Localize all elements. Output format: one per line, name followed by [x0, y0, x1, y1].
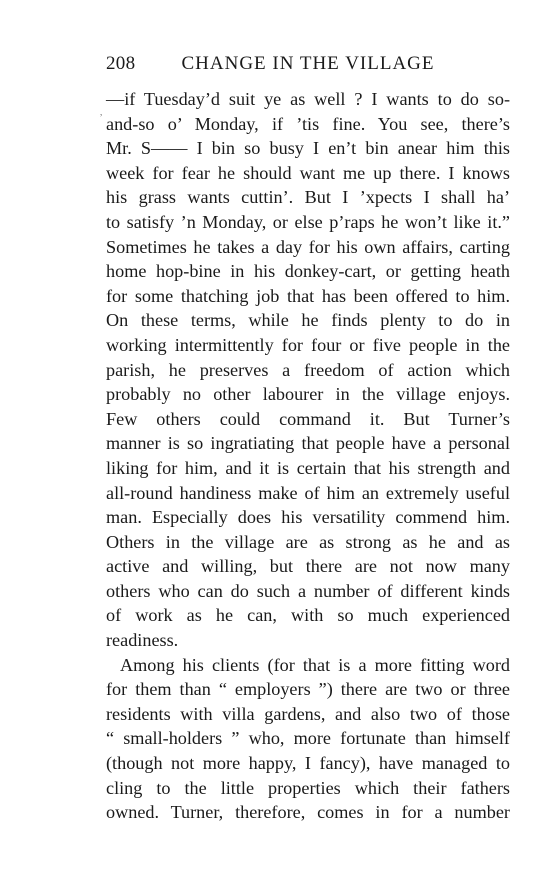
- text-line: others who can do such a number of different kinds: [106, 580, 510, 601]
- text-line: probably no other labourer in the village enjoys.: [106, 384, 510, 405]
- text-line: parish, he preserves a freedom of action which: [106, 359, 510, 380]
- text-line: manner is so ingratiating that people have a personal: [106, 433, 510, 454]
- text-line: liking for him, and it is certain that his strength and: [106, 457, 510, 478]
- text-line: readiness.: [106, 630, 179, 651]
- text-line: (though not more happy, I fancy), have managed to: [106, 753, 510, 774]
- text-line: week for fear he should want me up there. I knows: [106, 162, 510, 183]
- page-number: 208: [106, 53, 136, 74]
- page-header: [106, 53, 510, 79]
- running-title: CHANGE IN THE VILLAGE: [181, 53, 435, 74]
- text-line: active and willing, but there are not now many: [106, 556, 510, 577]
- text-line: of work as he can, with so much experienced: [106, 605, 510, 626]
- paragraph: [106, 87, 510, 653]
- margin-mark: ,: [100, 107, 103, 117]
- text-line: and-so o’ Monday, if ’tis fine. You see, there’s: [106, 113, 510, 134]
- paragraph: [106, 653, 510, 825]
- body-text: [106, 87, 510, 825]
- text-line: —if Tuesday’d suit ye as well ? I wants to do so-: [106, 89, 510, 109]
- text-line: all-round handiness make of him an extremely useful: [106, 482, 510, 503]
- text-line: Sometimes he takes a day for his own affairs, carting: [106, 236, 510, 257]
- text-line: working intermittently for four or five people in the: [106, 334, 510, 355]
- text-line: owned. Turner, therefore, comes in for a number: [106, 802, 510, 823]
- text-line: Others in the village are as strong as he and as: [106, 531, 510, 552]
- text-line: “ small-holders ” who, more fortunate than himself: [106, 728, 510, 749]
- text-line: for them than “ employers ”) there are two or three: [106, 679, 510, 700]
- text-line: On these terms, while he finds plenty to do in: [106, 310, 510, 331]
- text-line: man. Especially does his versatility commend him.: [106, 507, 510, 528]
- text-line: to satisfy ’n Monday, or else p’raps he won’t like it.”: [106, 211, 510, 232]
- text-line: home hop-bine in his donkey-cart, or getting heath: [106, 261, 510, 282]
- text-line: cling to the little properties which their fathers: [106, 777, 510, 798]
- text-line: Among his clients (for that is a more fitting word: [120, 654, 510, 675]
- text-line: Few others could command it. But Turner’s: [106, 408, 510, 429]
- text-line: for some thatching job that has been offered to him.: [106, 285, 510, 306]
- text-line: residents with villa gardens, and also two of those: [106, 703, 510, 724]
- text-line: Mr. S—— I bin so busy I en’t bin anear him this: [106, 138, 510, 159]
- text-line: his grass wants cuttin’. But I ’xpects I shall ha’: [106, 187, 510, 208]
